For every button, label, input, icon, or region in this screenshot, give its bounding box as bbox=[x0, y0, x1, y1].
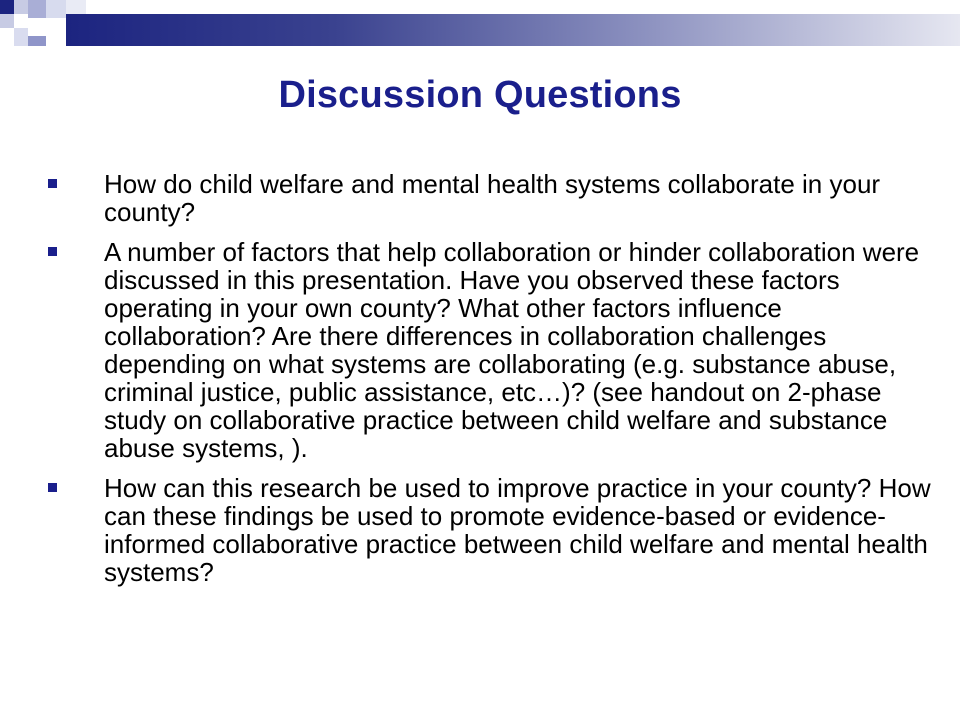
header-notch bbox=[66, 0, 86, 14]
header-square bbox=[0, 14, 14, 28]
bullet-text: A number of factors that help collaboration or hinder collaboration were discussed in this presentation. Have you observed these factors operating in your own county? What other factors influence collaboration? Are there differences in collaboration challenges depending on what systems are collaborating (e.g. substance abuse, criminal justice, public assistance, etc…)? (see handout on 2-phase study on collaborative practice between child welfare and substance abuse systems, ). bbox=[104, 237, 920, 463]
header-square bbox=[28, 0, 46, 18]
header-square bbox=[14, 0, 28, 14]
header-square bbox=[28, 18, 46, 36]
square-bullet-icon bbox=[48, 483, 57, 492]
slide-title: Discussion Questions bbox=[278, 74, 682, 116]
bullet-list bbox=[48, 170, 938, 598]
bullet-text: How can this research be used to improve practice in your county? How can these findings be used to promote evidence-based or evidence-informed collaborative practice between child welfare and mental health systems? bbox=[104, 473, 931, 587]
bullet-item bbox=[48, 474, 938, 586]
bullet-item bbox=[48, 170, 938, 226]
header-square bbox=[14, 14, 28, 28]
header-square bbox=[14, 28, 28, 46]
square-bullet-icon bbox=[48, 247, 57, 256]
header-decoration bbox=[0, 0, 960, 60]
header-square bbox=[0, 0, 14, 14]
bullet-text: How do child welfare and mental health systems collaborate in your county? bbox=[104, 169, 881, 227]
bullet-item bbox=[48, 238, 938, 462]
header-square bbox=[28, 36, 46, 46]
header-gradient-bar bbox=[66, 14, 960, 46]
square-bullet-icon bbox=[48, 179, 57, 188]
header-square bbox=[46, 0, 66, 18]
